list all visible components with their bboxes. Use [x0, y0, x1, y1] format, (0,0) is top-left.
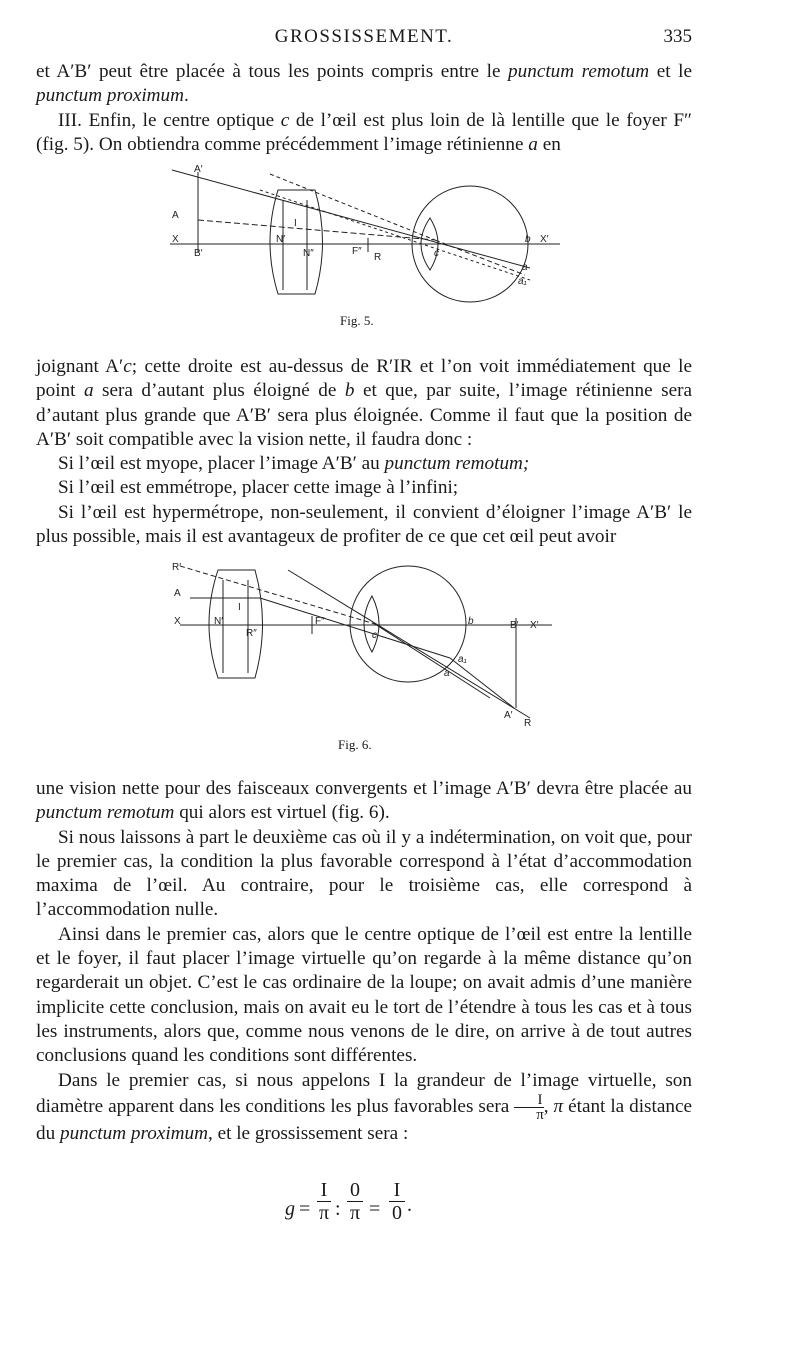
paragraph: Dans le premier cas, si nous appelons I la grandeur de l’image virtuelle, son diamètre apparent dans les conditions les plus favorables sera $\frac{I}{\pi}$ , π étant la distance du punctum proximum, et le grossissement sera : — [36, 1069, 692, 1144]
ray-line — [172, 170, 530, 268]
label: R″ — [246, 628, 257, 639]
paragraph: Ainsi dans le premier cas, alors que le centre optique de l’œil est entre la lentille et le foyer, il faut placer l’image virtuelle qu’on regarde à la même distance qu’on regarderait un objet. C’est le cas ordinaire de la loupe; on avait admis d’une manière implicite cette conclusion, mais on avait eu le tort de l’étendre à tous les cas et à tous les instruments, alors que, comme nous venons de le dire, on arrive à de tout autres conclusions quand les conditions sont différentes. — [36, 923, 692, 1067]
paragraph: Si l’œil est myope, placer l’image A′B′ au punctum remotum; — [58, 453, 530, 475]
ray-line — [288, 570, 530, 718]
figure-5-caption: Fig. 5. — [340, 313, 374, 328]
running-header — [36, 26, 692, 52]
text-block-3 — [36, 777, 692, 1146]
inline-fraction: $\frac{I}{\pi}$ — [514, 1093, 544, 1122]
paragraph: Si l’œil est emmétrope, placer cette image à l’infini; — [58, 477, 459, 499]
running-title: GROSSISSEMENT. — [274, 26, 454, 47]
label: X — [174, 616, 181, 627]
eye-globe — [350, 566, 466, 682]
paragraph: joignant A′c; cette droite est au-dessus de R′IR et l’on voit immédiatement que le point a sera d’autant plus éloigné de b et que, par suite, l’image rétinienne sera d’autant plus grande que A′B′ sera plus éloignée. Comme il faut que la position de A′B′ soit compatible avec la vision nette, il faudra donc : — [36, 356, 693, 450]
text-block-2 — [36, 355, 692, 549]
fraction: I 0 — [389, 1180, 405, 1223]
label: R — [374, 252, 382, 263]
label: A — [172, 210, 179, 221]
label: I — [238, 602, 241, 613]
label: F″ — [352, 246, 362, 257]
label: I — [294, 218, 297, 229]
magnification-formula: g = I π : 0 π = I 0 . — [285, 1179, 412, 1224]
label: a₁ — [518, 276, 527, 287]
figure-5-diagram — [150, 160, 570, 310]
label: X′ — [540, 234, 549, 245]
label: X′ — [530, 620, 539, 631]
label: a — [522, 262, 528, 273]
label: a — [444, 668, 450, 679]
label: R′ — [172, 562, 182, 573]
fraction: 0 π — [347, 1180, 363, 1223]
label: A′ — [504, 710, 513, 721]
figure-6-diagram — [160, 558, 560, 736]
label: B′ — [510, 620, 519, 631]
label: b — [468, 616, 474, 627]
label: R — [524, 718, 532, 729]
paragraph: Si l’œil est hypermétrope, non-seulement, il convient d’éloigner l’image A′B′ le plus possible, mais il est avantageux de profiter de ce que cet œil peut avoir — [36, 501, 692, 548]
label: a₁ — [458, 654, 467, 665]
label: c — [372, 630, 377, 641]
paragraph: III. Enfin, le centre optique c de l’œil est plus loin de là lentille que le foyer F″ (fig. 5). On obtiendra comme précédemment l’image rétinienne a en — [36, 109, 693, 155]
page-number: 335 — [663, 26, 692, 47]
fraction: I π — [318, 1179, 330, 1224]
label: A′ — [194, 164, 203, 175]
paragraph: une vision nette pour des faisceaux convergents et l’image A′B′ devra être placée au punctum remotum qui alors est virtuel (fig. 6). — [36, 778, 692, 824]
label: c — [434, 248, 439, 259]
label: N′ — [214, 616, 224, 627]
label: A — [174, 588, 181, 599]
figure-6-caption: Fig. 6. — [338, 737, 372, 752]
label: B′ — [194, 248, 203, 259]
label: X — [172, 234, 179, 245]
label: N″ — [303, 248, 314, 259]
paragraph: Si nous laissons à part le deuxième cas où il y a indétermination, on voit que, pour le premier cas, la condition la plus favorable correspond à l’état d’accommodation maxima de l’œil. Au contraire, pour le troisième cas, elle correspond à l’accommodation nulle. — [36, 826, 692, 921]
label: N′ — [276, 234, 286, 245]
label: F″ — [315, 616, 325, 627]
paragraph: et A′B′ peut être placée à tous les points compris entre le punctum remotum et le punctum proximum. — [36, 61, 692, 107]
label: b — [525, 234, 531, 245]
text-block-1 — [36, 60, 692, 157]
